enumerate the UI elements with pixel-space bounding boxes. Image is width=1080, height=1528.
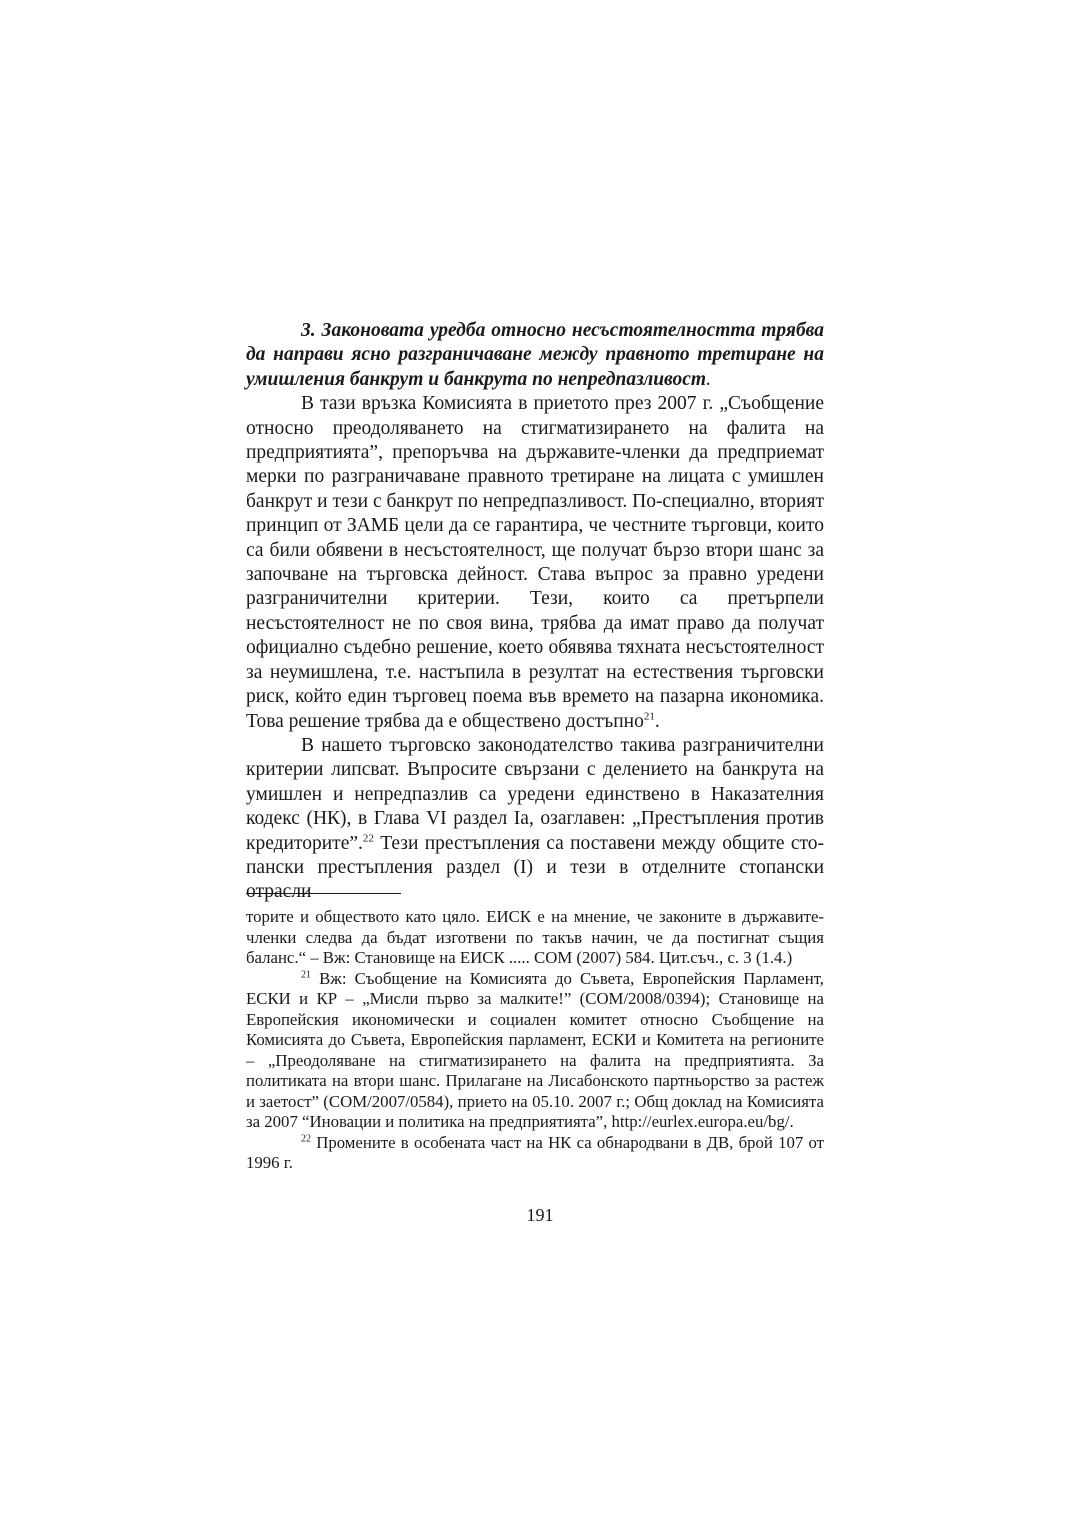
- section-heading: [246, 319, 824, 392]
- footnote-divider: [246, 893, 401, 894]
- footnote-ref-22: 22: [362, 832, 374, 845]
- paragraph-2-text: В нашето търговско законодателство такива разграничителни критерии липсват. Въпросите свързани с делението на банкрута на умишлен и непредпазлив са уредени единствено в Наказателния кодекс (НК), в Глава VI раздел Iа, озаглавен: „Престъпления против кредиторите”.: [246, 734, 824, 854]
- page-number: 191: [526, 1205, 554, 1225]
- footnote-continuation: [246, 907, 824, 969]
- footnote-ref-21: 21: [643, 710, 655, 722]
- footnote-21-number: 21: [301, 968, 311, 980]
- footnote-21: [246, 969, 824, 1133]
- paragraph-1-text: В тази връзка Комисията в приетото през 2007 г. „Съобщение относно преодоляването на стигматизирането на фалита на предприятията”, препоръчва на държавите-членки да предприемат мерки по разграничаване правното третиране на лицата с умишлен банкрут и тези с банкрут по непредпазливост. По-специално, вторият принцип от ЗАМБ цели да се гарантира, че честните търговци, които са били обявени в несъстоятелност, ще получат бързо втори шанс за започване на търговска дейност. Става въпрос за правно уредени разграничителни критерии. Тези, които са претърпели несъстоятелност не по своя вина, трябва да имат право да получат официално съдебно решение, което обявява тяхната несъстоятелност за неумишлена, т.е. настъпила в резултат на естествения търговски риск, който един търговец поема във времето на пазарна икономика. Това решение трябва да е обществено достъпно: [246, 393, 824, 732]
- paragraph-2-after: Тези престъпления са поставени между общите стопански престъпления раздел (I) и тези в отделните стопански отрасли: [246, 832, 824, 903]
- footnote-22-text: Промените в особената част на НК са обнародвани в ДВ, брой 107 от 1996 г.: [246, 1132, 824, 1172]
- paragraph-1-after: .: [654, 710, 660, 732]
- body-paragraph-2: [246, 734, 824, 905]
- footnote-21-text: Вж: Съобщение на Комисията до Съвета, Европейския Парламент, ЕСКИ и КР – „Мисли първо за малките!” (COM/2008/0394); Становище на Европейския икономически и социален комитет относно Съобщение на Комисията до Съвета, Европейския парламент, ЕСКИ и Комитета на регионите – „Преодоляване на стигматизирането на фалита на предприятията. За политиката на втори шанс. Прилагане на Лисабонското партньорство за растеж и заетост” (COM/2007/0584), прието на 05.10. 2007 г.; Общ доклад на Комисията за 2007 “Иновации и политика на предприятията”, http://eurlex.europa.eu/bg/.: [246, 968, 824, 1131]
- footnote-continuation-text: торите и обществото като цяло. ЕИСК е на мнение, че законите в държавите-членки следва да бъдат изготвени по такъв начин, че да постигнат същия баланс.“ – Вж: Становище на ЕИСК ..... COM (2007) 584. Цит.съч., с. 3 (1.4.): [246, 907, 824, 967]
- section-heading-period: .: [706, 368, 711, 390]
- footnote-22: [246, 1133, 824, 1174]
- footnotes: [246, 907, 824, 1174]
- section-heading-text: 3. Законовата уредба относно несъстоятелността трябва да направи ясно разграничаване между правното третиране на умишления банкрут и банкрута по непредпазливост: [246, 320, 824, 390]
- footnote-22-number: 22: [301, 1132, 311, 1144]
- body-paragraph-1: [246, 392, 824, 734]
- main-text: [246, 319, 824, 905]
